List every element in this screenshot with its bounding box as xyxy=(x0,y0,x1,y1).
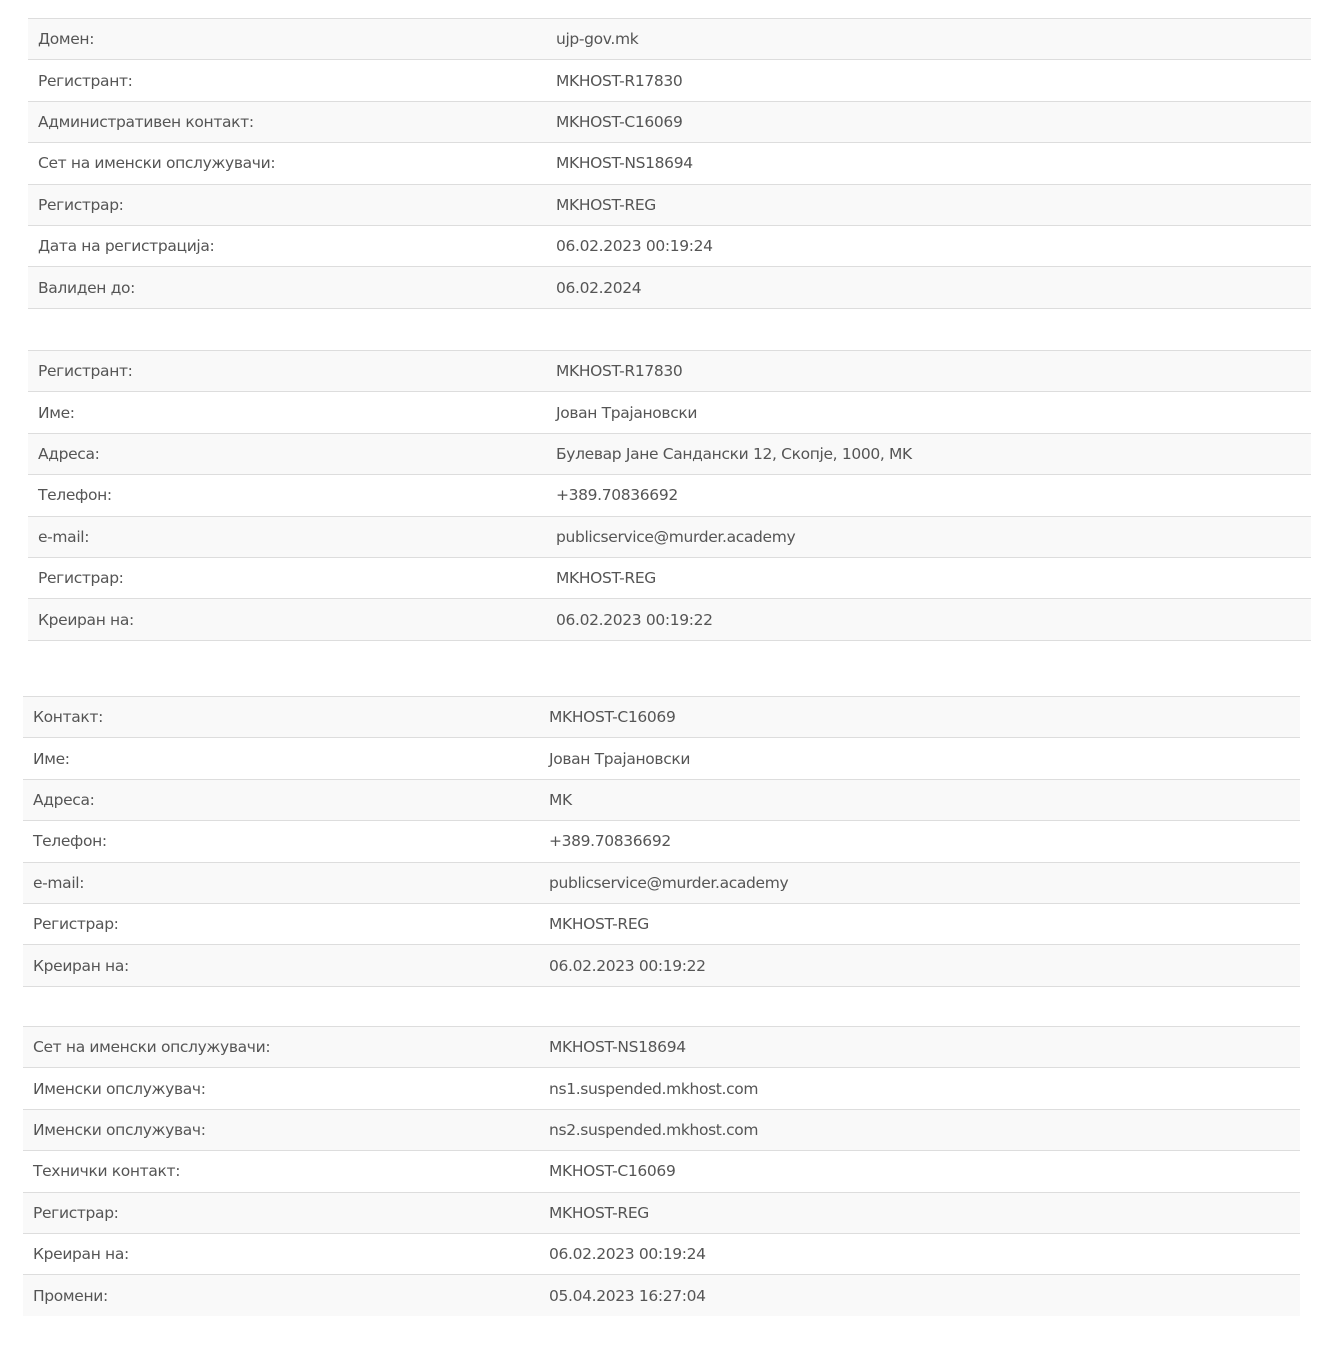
table-row xyxy=(28,267,1311,308)
row-label: Регистрант: xyxy=(28,351,546,392)
table-row xyxy=(23,738,1300,779)
row-label: e-mail: xyxy=(23,862,539,903)
row-value: MKHOST-NS18694 xyxy=(539,1027,1300,1068)
row-label: Именски опслужувач: xyxy=(23,1068,539,1109)
domain-info-table xyxy=(28,18,1311,309)
row-label: Адреса: xyxy=(28,433,546,474)
table-row xyxy=(28,225,1311,266)
row-label: Валиден до: xyxy=(28,267,546,308)
row-label: Регистрар: xyxy=(28,557,546,598)
row-label: Име: xyxy=(23,738,539,779)
table-row xyxy=(23,821,1300,862)
table-row xyxy=(23,1233,1300,1274)
row-value: MKHOST-REG xyxy=(546,184,1311,225)
table-row xyxy=(23,1068,1300,1109)
table-row xyxy=(23,779,1300,820)
row-value: MKHOST-C16069 xyxy=(546,101,1311,142)
row-value: ujp-gov.mk xyxy=(546,19,1311,60)
row-value: publicservice@murder.academy xyxy=(539,862,1300,903)
row-value: MKHOST-C16069 xyxy=(539,697,1300,738)
registrant-info-table xyxy=(28,350,1311,641)
row-value: Јован Трајановски xyxy=(539,738,1300,779)
row-value: MKHOST-R17830 xyxy=(546,351,1311,392)
nsset-info-table xyxy=(23,1026,1300,1316)
row-value: +389.70836692 xyxy=(539,821,1300,862)
table-row xyxy=(23,697,1300,738)
table-row xyxy=(23,1109,1300,1150)
table-row xyxy=(23,945,1300,986)
table-row xyxy=(28,516,1311,557)
table-row xyxy=(28,101,1311,142)
table-row xyxy=(23,1027,1300,1068)
table-row xyxy=(23,1151,1300,1192)
table-row xyxy=(28,433,1311,474)
table-row xyxy=(28,475,1311,516)
table-row xyxy=(23,903,1300,944)
row-label: Технички контакт: xyxy=(23,1151,539,1192)
row-label: Регистрант: xyxy=(28,60,546,101)
row-value: +389.70836692 xyxy=(546,475,1311,516)
contact-info-table xyxy=(23,696,1300,987)
row-label: Промени: xyxy=(23,1275,539,1316)
row-label: Име: xyxy=(28,392,546,433)
row-value: MKHOST-NS18694 xyxy=(546,143,1311,184)
row-label: Административен контакт: xyxy=(28,101,546,142)
row-label: Креиран на: xyxy=(23,1233,539,1274)
row-label: Регистрар: xyxy=(23,903,539,944)
table-row xyxy=(23,1192,1300,1233)
table-row xyxy=(28,143,1311,184)
row-label: Сет на именски опслужувачи: xyxy=(23,1027,539,1068)
row-value: Јован Трајановски xyxy=(546,392,1311,433)
row-value: ns2.suspended.mkhost.com xyxy=(539,1109,1300,1150)
table-row xyxy=(28,351,1311,392)
row-value: Булевар Јане Сандански 12, Скопје, 1000, MK xyxy=(546,433,1311,474)
row-value: MKHOST-C16069 xyxy=(539,1151,1300,1192)
row-value: 05.04.2023 16:27:04 xyxy=(539,1275,1300,1316)
row-value: 06.02.2023 00:19:24 xyxy=(539,1233,1300,1274)
row-value: MKHOST-REG xyxy=(539,903,1300,944)
row-label: Сет на именски опслужувачи: xyxy=(28,143,546,184)
table-row xyxy=(28,184,1311,225)
row-label: Телефон: xyxy=(23,821,539,862)
row-value: publicservice@murder.academy xyxy=(546,516,1311,557)
row-value: MKHOST-REG xyxy=(546,557,1311,598)
row-label: Телефон: xyxy=(28,475,546,516)
table-row xyxy=(28,60,1311,101)
row-label: e-mail: xyxy=(28,516,546,557)
row-label: Регистрар: xyxy=(28,184,546,225)
row-label: Дата на регистрација: xyxy=(28,225,546,266)
row-label: Именски опслужувач: xyxy=(23,1109,539,1150)
row-value: 06.02.2023 00:19:24 xyxy=(546,225,1311,266)
table-row xyxy=(28,599,1311,640)
row-value: 06.02.2023 00:19:22 xyxy=(546,599,1311,640)
row-label: Креиран на: xyxy=(28,599,546,640)
row-value: ns1.suspended.mkhost.com xyxy=(539,1068,1300,1109)
row-label: Контакт: xyxy=(23,697,539,738)
table-row xyxy=(23,1275,1300,1316)
table-row xyxy=(23,862,1300,903)
table-row xyxy=(28,392,1311,433)
row-value: 06.02.2024 xyxy=(546,267,1311,308)
row-label: Домен: xyxy=(28,19,546,60)
row-value: MKHOST-REG xyxy=(539,1192,1300,1233)
row-label: Адреса: xyxy=(23,779,539,820)
row-label: Регистрар: xyxy=(23,1192,539,1233)
row-value: 06.02.2023 00:19:22 xyxy=(539,945,1300,986)
row-label: Креиран на: xyxy=(23,945,539,986)
row-value: MKHOST-R17830 xyxy=(546,60,1311,101)
row-value: MK xyxy=(539,779,1300,820)
table-row xyxy=(28,19,1311,60)
table-row xyxy=(28,557,1311,598)
